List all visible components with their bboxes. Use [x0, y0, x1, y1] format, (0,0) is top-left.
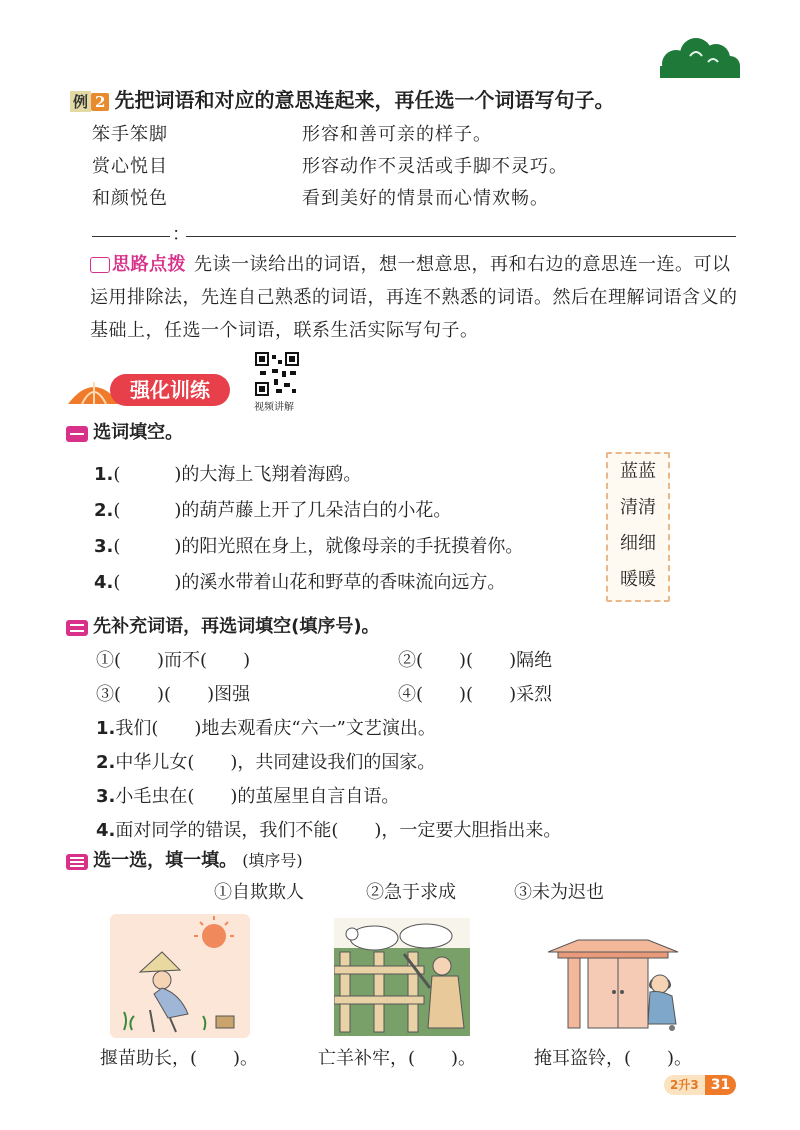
- word-item: 赏心悦目: [92, 156, 168, 177]
- example-title: 先把词语和对应的意思连起来，再任选一个词语写句子。: [114, 88, 615, 112]
- section2-title: 先补充词语，再选词填空(填序号)。: [93, 616, 380, 637]
- example-header: [70, 84, 615, 113]
- section1-header: [66, 418, 183, 444]
- gate-and-bell-thief-illustration: [548, 930, 688, 1036]
- example-badge: 例: [70, 91, 91, 112]
- section1-title: 选词填空。: [93, 422, 184, 443]
- illustration-caption: 掩耳盗铃，( )。: [534, 1048, 693, 1069]
- phrase-item: ②( )( )隔绝: [398, 650, 553, 671]
- tip-text: 先读一读给出的词语，想一想意思，再和右边的意思连一连。可以运用排除法，先连自己熟悉的词语，再连不熟悉的词语。然后在理解词语含义的基础上，任选一个词语，联系生活实际写句子。: [90, 254, 738, 341]
- fill-item: 1.我们( )地去观看庆“六一”文艺演出。: [96, 718, 436, 739]
- section-number-three-icon: [66, 854, 88, 870]
- word-item: 笨手笨脚: [92, 124, 168, 145]
- answer-word-line[interactable]: [92, 236, 170, 237]
- section2-header: [66, 612, 380, 638]
- training-banner: 强化训练: [110, 374, 230, 406]
- fill-item: 4.面对同学的错误，我们不能( )，一定要大胆指出来。: [96, 820, 562, 841]
- phrase-item: ①( )而不( ): [96, 650, 251, 671]
- word-bank-item: 清清: [620, 497, 656, 518]
- fill-item: 4.( )的溪水带着山花和野草的香味流向远方。: [94, 572, 506, 593]
- bush-decoration-icon: [660, 36, 740, 78]
- farmer-pulling-seedlings-illustration: [110, 914, 250, 1038]
- fill-item: 3.( )的阳光照在身上，就像母亲的手抚摸着你。: [94, 536, 524, 557]
- qr-code-icon[interactable]: [255, 352, 299, 396]
- grade-label: 2升3: [664, 1075, 705, 1095]
- option-item: ①自欺欺人: [214, 882, 304, 903]
- section3-title: 选一选，填一填。: [93, 850, 238, 871]
- fill-item: 2.( )的葫芦藤上开了几朵洁白的小花。: [94, 500, 452, 521]
- page-footer: [664, 1074, 736, 1094]
- phrase-item: ③( )( )图强: [96, 684, 251, 705]
- answer-sentence-line[interactable]: [186, 236, 736, 237]
- sheep-and-fence-illustration: [334, 918, 470, 1036]
- word-bank-box: [606, 452, 670, 602]
- section-number-two-icon: [66, 620, 88, 636]
- fill-item: 1.( )的大海上飞翔着海鸥。: [94, 464, 362, 485]
- page-number: 31: [705, 1075, 736, 1095]
- tip-paragraph: [90, 248, 740, 347]
- example-number: 2: [91, 93, 109, 111]
- section-number-one-icon: [66, 426, 88, 442]
- word-item: 和颜悦色: [92, 188, 168, 209]
- fill-item: 2.中华儿女( )，共同建设我们的国家。: [96, 752, 436, 773]
- word-bank-item: 细细: [620, 533, 656, 554]
- word-bank-item: 暖暖: [620, 569, 656, 590]
- illustration-caption: 揠苗助长，( )。: [100, 1048, 259, 1069]
- meaning-item: 形容和善可亲的样子。: [302, 124, 492, 145]
- fill-item: 3.小毛虫在( )的茧屋里自言自语。: [96, 786, 400, 807]
- meaning-item: 看到美好的情景而心情欢畅。: [302, 188, 549, 209]
- section3-header: [66, 846, 303, 872]
- tip-label: 思路点拨: [112, 254, 186, 275]
- tip-icon: [90, 257, 110, 273]
- qr-caption: 视频讲解: [254, 402, 294, 413]
- answer-colon: ：: [172, 224, 191, 245]
- illustration-caption: 亡羊补牢，( )。: [318, 1048, 477, 1069]
- meaning-item: 形容动作不灵活或手脚不灵巧。: [302, 156, 568, 177]
- word-bank-item: 蓝蓝: [620, 461, 656, 482]
- section3-subtitle: (填序号): [242, 851, 303, 870]
- option-item: ②急于求成: [366, 882, 456, 903]
- option-item: ③未为迟也: [514, 882, 604, 903]
- phrase-item: ④( )( )采烈: [398, 684, 553, 705]
